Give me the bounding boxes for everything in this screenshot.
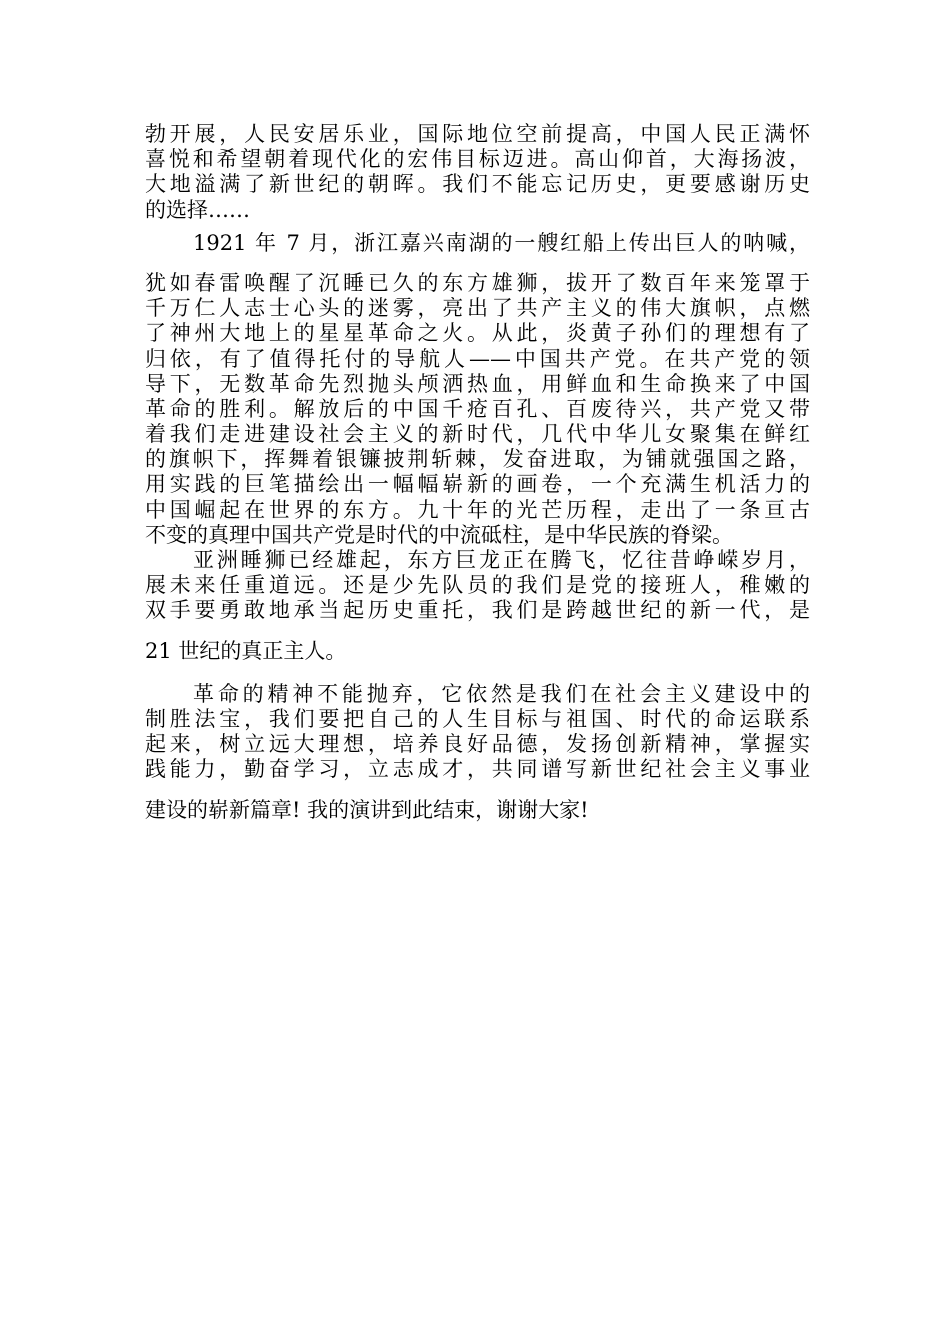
text-line: 勃开展，人民安居乐业，国际地位空前提高，中国人民正满怀 [145, 122, 810, 146]
text-line: 用实践的巨笔描绘出一幅幅崭新的画卷，一个充满生机活力的 [145, 472, 810, 497]
text-line: 亚洲睡狮已经雄起，东方巨龙正在腾飞，忆往昔峥嵘岁月， [193, 548, 810, 572]
text-line: 1921 年 7 月，浙江嘉兴南湖的一艘红船上传出巨人的呐喊， [193, 230, 810, 255]
text-line: 21 世纪的真正主人。 [145, 638, 347, 663]
text-line: 的选择…… [145, 197, 250, 222]
text-line: 千万仁人志士心头的迷雾，亮出了共产主义的伟大旗帜，点燃 [145, 296, 810, 321]
paragraph-1 [145, 122, 810, 223]
text-line: 革命的精神不能抛弃，它依然是我们在社会主义建设中的 [193, 681, 810, 706]
text-line: 践能力，勤奋学习，立志成才，共同谱写新世纪社会主义事业 [145, 757, 810, 782]
paragraph-4 [145, 682, 810, 823]
text-line: 犹如春雷唤醒了沉睡已久的东方雄狮，拔开了数百年来笼罩于 [145, 270, 810, 295]
text-line: 起来，树立远大理想，培养良好品德，发扬创新精神，掌握实 [145, 732, 810, 757]
text-line: 双手要勇敢地承当起历史重托，我们是跨越世纪的新一代，是 [145, 598, 810, 623]
text-line: 着我们走进建设社会主义的新时代，几代中华儿女聚集在鲜红 [145, 422, 810, 447]
paragraph-3 [145, 548, 810, 664]
text-line: 建设的崭新篇章! 我的演讲到此结束，谢谢大家! [145, 797, 589, 822]
text-line: 的旗帜下，挥舞着银镰披荆斩棘，发奋进取，为铺就强国之路， [145, 447, 810, 472]
text-line: 中国崛起在世界的东方。九十年的光芒历程，走出了一条亘古 [145, 497, 810, 522]
text-line: 了神州大地上的星星革命之火。从此，炎黄子孙们的理想有了 [145, 321, 810, 346]
speech-body [145, 122, 810, 823]
text-line: 不变的真理中国共产党是时代的中流砥柱，是中华民族的脊梁。 [145, 522, 733, 547]
paragraph-2 [145, 231, 810, 548]
text-line: 展未来任重道远。还是少先队员的我们是党的接班人，稚嫩的 [145, 573, 810, 598]
text-line: 归依，有了值得托付的导航人——中国共产党。在共产党的领 [145, 346, 810, 371]
text-line: 喜悦和希望朝着现代化的宏伟目标迈进。高山仰首，大海扬波， [145, 147, 810, 172]
text-line: 大地溢满了新世纪的朝晖。我们不能忘记历史，更要感谢历史 [145, 172, 810, 197]
text-line: 革命的胜利。解放后的中国千疮百孔、百废待兴，共产党又带 [145, 396, 810, 421]
text-line: 制胜法宝，我们要把自己的人生目标与祖国、时代的命运联系 [145, 706, 810, 731]
text-line: 导下，无数革命先烈抛头颅洒热血，用鲜血和生命换来了中国 [145, 371, 810, 396]
